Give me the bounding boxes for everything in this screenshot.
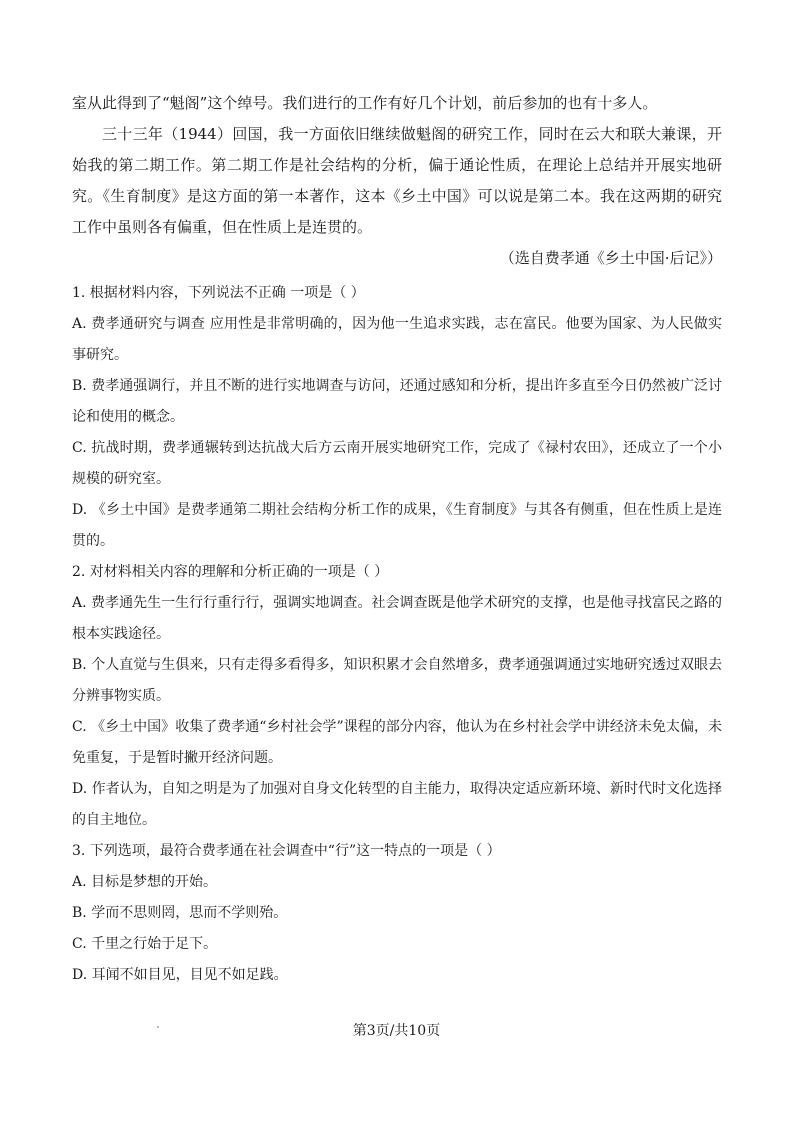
passage-continuation: 室从此得到了“魁阁”这个绰号。我们进行的工作有好几个计划，前后参加的也有十多人。 xyxy=(72,94,658,112)
option-c: C. 千里之行始于足下。 xyxy=(72,936,218,952)
option-d: D. 《乡土中国》是费孝通第二期社会结构分析工作的成果，《生育制度》与其各有侧重，但在性质上是连贯的。 xyxy=(72,502,722,549)
option-c: C. 《乡土中国》收集了费孝通“乡村社会学”课程的部分内容，他认为在乡村社会学中讲经济未免太偏，未免重复，于是暂时撇开经济问题。 xyxy=(72,719,722,766)
option-a: A. 目标是梦想的开始。 xyxy=(72,874,218,890)
question-1 xyxy=(72,278,722,557)
question-stem: 1. 根据材料内容，下列说法不正确 一项是（ ） xyxy=(72,285,365,301)
option-d: D. 耳闻不如目见，目见不如足践。 xyxy=(72,967,288,983)
option-b: B. 费孝通强调行，并且不断的进行实地调查与访问，还通过感知和分析，提出许多直至今日仍然被广泛讨论和使用的概念。 xyxy=(72,378,722,425)
option-a: A. 费孝通研究与调查 应用性是非常明确的，因为他一生追求实践，志在富民。他要为国家、为人民做实事研究。 xyxy=(72,316,722,363)
option-c: C. 抗战时期，费孝通辗转到达抗战大后方云南开展实地研究工作，完成了《禄村农田》，还成立了一个小规模的研究室。 xyxy=(72,440,722,487)
option-a: A. 费孝通先生一生行行重行行，强调实地调查。社会调查既是他学术研究的支撑，也是他寻找富民之路的根本实践途径。 xyxy=(72,595,722,642)
passage-paragraph: 三十三年（1944）回国，我一方面依旧继续做魁阁的研究工作，同时在云大和联大兼课，开始我的第二期工作。第二期工作是社会结构的分析，偏于通论性质，在理论上总结并开展实地研究。《生育制度》是这方面的第一本著作，这本《乡土中国》可以说是第二本。我在这两期的研究工作中虽则各有偏重，但在性质上是连贯的。 xyxy=(72,125,722,236)
question-3 xyxy=(72,836,722,991)
page-number: 第3页/共10页 xyxy=(352,1023,441,1039)
passage-source: （选自费孝通《乡土中国·后记》） xyxy=(499,249,722,267)
question-2 xyxy=(72,557,722,836)
document-body xyxy=(72,88,722,991)
question-stem: 2. 对材料相关内容的理解和分析正确的一项是（ ） xyxy=(72,564,389,580)
option-d: D. 作者认为，自知之明是为了加强对自身文化转型的自主能力，取得决定适应新环境、新时代时文化选择的自主地位。 xyxy=(72,781,722,828)
question-stem: 3. 下列选项，最符合费孝通在社会调查中“行”这一特点的一项是（ ） xyxy=(72,843,501,859)
option-b: B. 个人直觉与生俱来，只有走得多看得多，知识积累才会自然增多，费孝通强调通过实地研究透过双眼去分辨事物实质。 xyxy=(72,657,722,704)
option-b: B. 学而不思则罔，思而不学则殆。 xyxy=(72,905,288,921)
